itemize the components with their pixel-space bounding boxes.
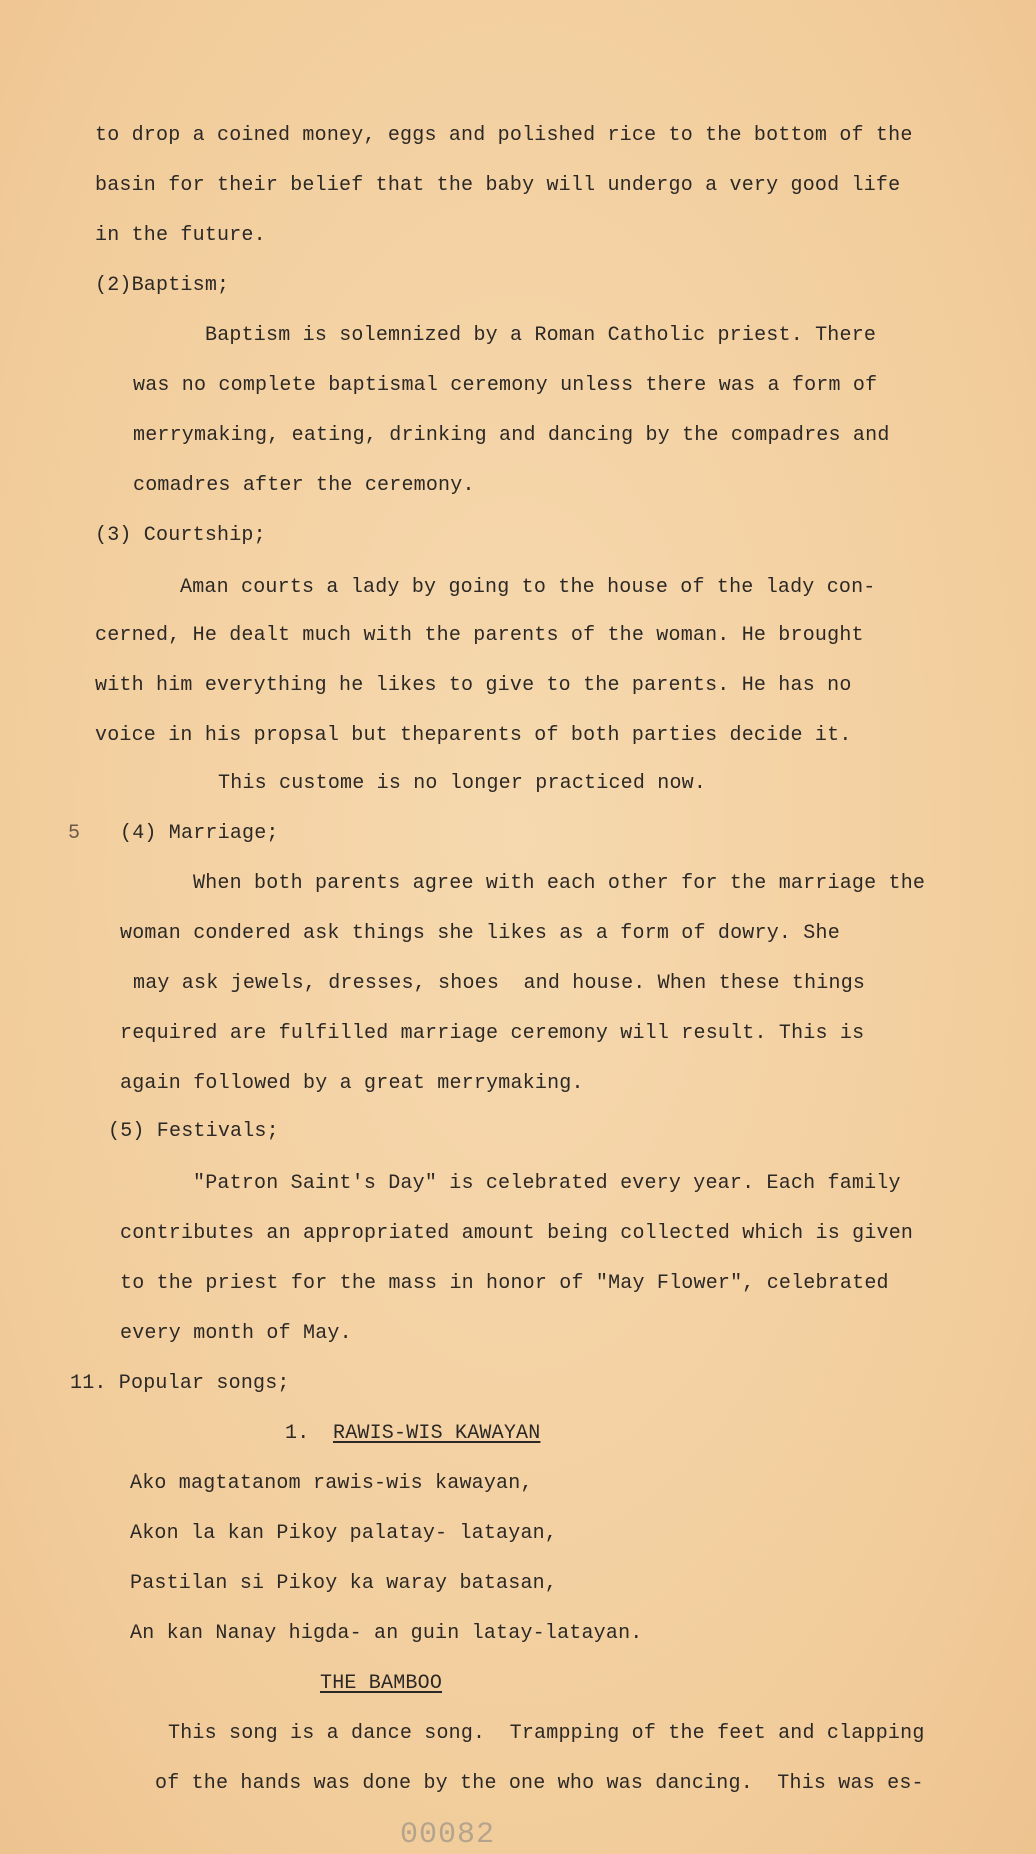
page-stamp: 00082 xyxy=(400,1818,496,1852)
text-line: to the priest for the mass in honor of "May Flower", celebrated xyxy=(120,1272,889,1295)
text-line: comadres after the ceremony. xyxy=(133,474,475,497)
text-line: required are fulfilled marriage ceremony will result. This is xyxy=(120,1022,865,1045)
section-heading-popular-songs: 11. Popular songs; xyxy=(70,1372,290,1395)
text-line: basin for their belief that the baby will undergo a very good life xyxy=(95,174,901,197)
text-line: When both parents agree with each other for the marriage the xyxy=(193,872,926,895)
lyric-line: Ako magtatanom rawis-wis kawayan, xyxy=(130,1472,533,1495)
section-heading-courtship: (3) Courtship; xyxy=(95,524,266,547)
text-line: again followed by a great merrymaking. xyxy=(120,1072,584,1095)
text-line: may ask jewels, dresses, shoes and house. When these things xyxy=(133,972,866,995)
section-heading-baptism: (2)Baptism; xyxy=(95,274,230,297)
song-title: RAWIS-WIS KAWAYAN xyxy=(333,1422,541,1445)
text-line: "Patron Saint's Day" is celebrated every year. Each family xyxy=(193,1172,901,1195)
translation-title: THE BAMBOO xyxy=(320,1672,443,1695)
section-heading-marriage: (4) Marriage; xyxy=(120,822,279,845)
text-line: every month of May. xyxy=(120,1322,352,1345)
text-line: woman condered ask things she likes as a form of dowry. She xyxy=(120,922,840,945)
lyric-line: Akon la kan Pikoy palatay- latayan, xyxy=(130,1522,558,1545)
text-line: cerned, He dealt much with the parents of the woman. He brought xyxy=(95,624,864,647)
text-line: with him everything he likes to give to the parents. He has no xyxy=(95,674,852,697)
text-line: This song is a dance song. Trampping of the feet and clapping xyxy=(168,1722,925,1745)
text-line: was no complete baptismal ceremony unless there was a form of xyxy=(133,374,878,397)
margin-number: 5 xyxy=(68,822,81,845)
text-line: in the future. xyxy=(95,224,266,247)
text-line: voice in his propsal but theparents of both parties decide it. xyxy=(95,724,852,747)
text-line: Baptism is solemnized by a Roman Catholic priest. There xyxy=(205,324,877,347)
text-line: merrymaking, eating, drinking and dancing by the compadres and xyxy=(133,424,890,447)
text-line: This custome is no longer practiced now. xyxy=(218,772,707,795)
lyric-line: Pastilan si Pikoy ka waray batasan, xyxy=(130,1572,558,1595)
text-line: to drop a coined money, eggs and polished rice to the bottom of the xyxy=(95,124,913,147)
section-heading-festivals: (5) Festivals; xyxy=(108,1120,279,1143)
text-line: contributes an appropriated amount being collected which is given xyxy=(120,1222,914,1245)
lyric-line: An kan Nanay higda- an guin latay-latayan. xyxy=(130,1622,643,1645)
song-number: 1. xyxy=(285,1422,310,1445)
text-line: of the hands was done by the one who was dancing. This was es- xyxy=(155,1772,924,1795)
text-line: Aman courts a lady by going to the house of the lady con- xyxy=(180,576,876,599)
